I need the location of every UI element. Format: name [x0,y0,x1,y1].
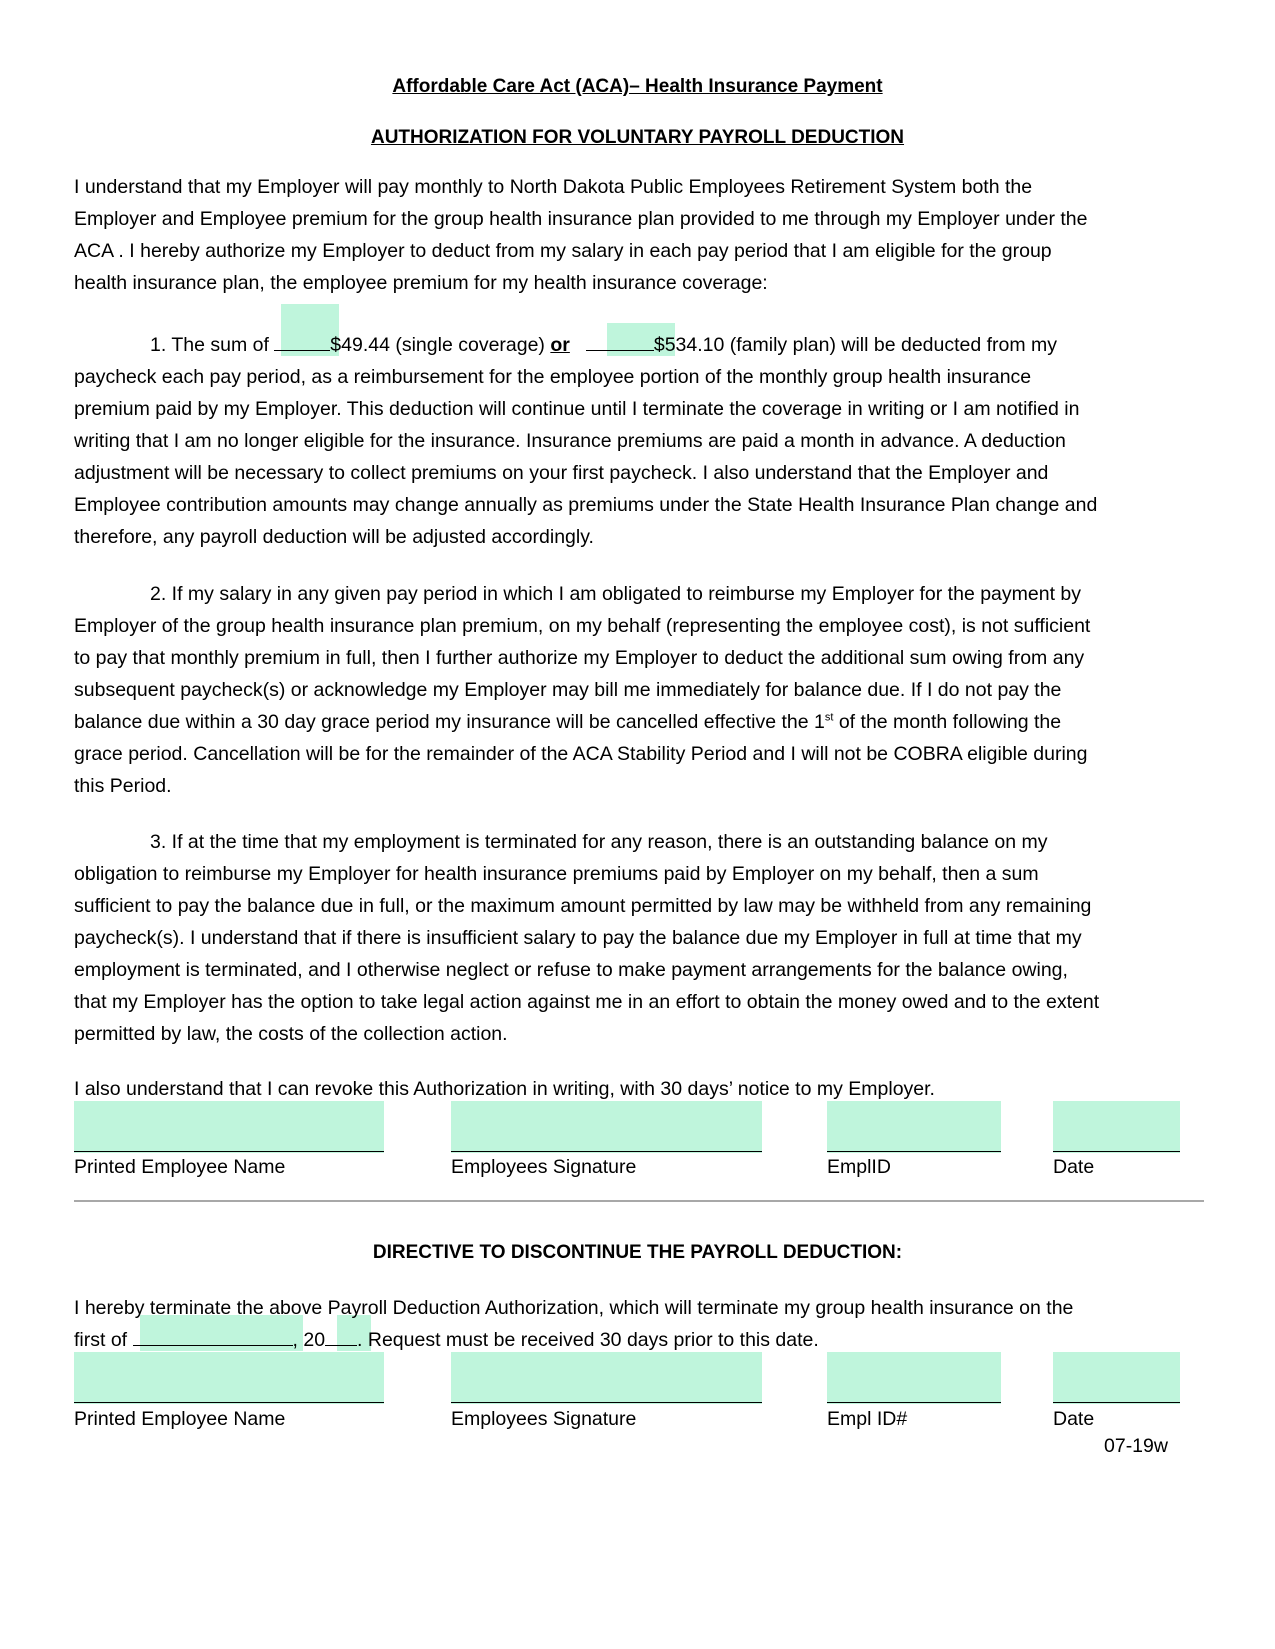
signature-line [451,1151,762,1152]
single-coverage-text: $49.44 (single coverage) [330,334,551,356]
text-line: subsequent paycheck(s) or acknowledge my Employer may bill me immediately for balance due. If I do not pay the [74,679,1062,701]
text-line: I understand that my Employer will pay monthly to North Dakota Public Employees Retirement System both the [74,176,1033,198]
text-line: employment is terminated, and I otherwise neglect or refuse to make payment arrangements for the balance owing, [74,959,1068,981]
text-line: I also understand that I can revoke this Authorization in writing, with 30 days’ notice to my Employer. [74,1078,935,1100]
empl-id-label-2: Empl ID# [827,1408,908,1430]
printed-name-field-2[interactable] [74,1352,384,1404]
signature-label: Employees Signature [451,1156,637,1178]
date-field[interactable] [1053,1101,1180,1153]
text-line: to pay that monthly premium in full, then I further authorize my Employer to deduct the additional sum owing from any [74,647,1085,669]
form-number: 07-19w [1104,1435,1168,1457]
line-text: . Request must be received 30 days prior to this date. [357,1329,819,1351]
signature-label-2: Employees Signature [451,1408,637,1430]
directive-title: DIRECTIVE TO DISCONTINUE THE PAYROLL DEDUCTION: [372,1242,903,1263]
text-line: writing that I am no longer eligible for the insurance. Insurance premiums are paid a month in advance. A deduction [74,430,1066,452]
empl-id-label: EmplID [827,1156,891,1178]
employee-signature-field[interactable] [451,1101,762,1153]
single-coverage-blank [274,331,330,351]
printed-name-label-2: Printed Employee Name [74,1408,286,1430]
date-field-2[interactable] [1053,1352,1180,1404]
signature-line [827,1151,1001,1152]
line-text: , 20 [292,1329,326,1351]
intro-paragraph [74,171,1204,299]
empl-id-field[interactable] [827,1101,1001,1153]
signature-line [451,1402,762,1403]
section-divider [74,1200,1204,1202]
family-plan-blank [586,331,654,351]
termination-date-blank [133,1326,293,1346]
date-label: Date [1053,1156,1095,1178]
item-3-paragraph [74,826,1204,1050]
text-line: grace period. Cancellation will be for the remainder of the ACA Stability Period and I will not be COBRA eligible during [74,743,1088,765]
text-line: paycheck(s). I understand that if there is insufficient salary to pay the balance due my Employer in full at time that my [74,927,1082,949]
line-text: of the month following the [833,711,1062,733]
text-line: Employee contribution amounts may change annually as premiums under the State Health Insurance Plan change and [74,494,1098,516]
signature-line [74,1151,384,1152]
employee-signature-field-2[interactable] [451,1352,762,1404]
text-line: that my Employer has the option to take legal action against me in an effort to obtain the money owed and to the extent [74,991,1100,1013]
text-line [74,706,1204,738]
text-line: paycheck each pay period, as a reimbursement for the employee portion of the monthly group health insurance [74,366,1032,388]
item-2-paragraph [74,578,1204,802]
text-line: obligation to reimburse my Employer for health insurance premiums paid by Employer on my behalf, then a sum [74,863,1039,885]
signature-line [827,1402,1001,1403]
family-plan-text: $534.10 (family plan) will be deducted from my [653,334,1058,356]
line-text: balance due within a 30 day grace period my insurance will be cancelled effective the 1 [74,711,825,733]
text-line: adjustment will be necessary to collect premiums on your first paycheck. I also understand that the Employer and [74,462,1049,484]
text-line: this Period. [74,775,172,797]
text-line: permitted by law, the costs of the collection action. [74,1023,508,1045]
text-line: I hereby terminate the above Payroll Deduction Authorization, which will terminate my group health insurance on the [74,1297,1074,1319]
item-1-paragraph [74,329,1204,553]
text-line: 3. If at the time that my employment is terminated for any reason, there is an outstanding balance on my [150,831,1048,853]
text-line: health insurance plan, the employee premium for my health insurance coverage: [74,272,768,294]
directive-paragraph [74,1292,1204,1356]
text-line: premium paid by my Employer. This deduction will continue until I terminate the coverage in writing or I am notified in [74,398,1080,420]
signature-line [74,1402,384,1403]
item-1-lead: 1. The sum of [150,334,275,356]
printed-name-label: Printed Employee Name [74,1156,286,1178]
text-line: therefore, any payroll deduction will be adjusted accordingly. [74,526,594,548]
text-line: Employer and Employee premium for the group health insurance plan provided to me through my Employer under the [74,208,1088,230]
text-line: sufficient to pay the balance due in full, or the maximum amount permitted by law may be withheld from any remaining [74,895,1092,917]
text-line: Employer of the group health insurance plan premium, on my behalf (representing the employee cost), is not sufficient [74,615,1091,637]
printed-name-field[interactable] [74,1101,384,1153]
text-line: ACA . I hereby authorize my Employer to deduct from my salary in each pay period that I am eligible for the group [74,240,1052,262]
form-title: Affordable Care Act (ACA)– Health Insurance Payment [392,76,883,97]
line-text: first of [74,1329,133,1351]
text-line: 2. If my salary in any given pay period in which I am obligated to reimburse my Employer for the payment by [150,583,1082,605]
ordinal-suffix: st [824,711,834,724]
empl-id-field-2[interactable] [827,1352,1001,1404]
item-1-first-line [74,329,1204,361]
form-subtitle: AUTHORIZATION FOR VOLUNTARY PAYROLL DEDUCTION [370,127,905,148]
signature-line [1053,1151,1180,1152]
termination-year-blank [325,1326,357,1346]
or-label: or [550,334,570,356]
signature-line [1053,1402,1180,1403]
date-label-2: Date [1053,1408,1095,1430]
